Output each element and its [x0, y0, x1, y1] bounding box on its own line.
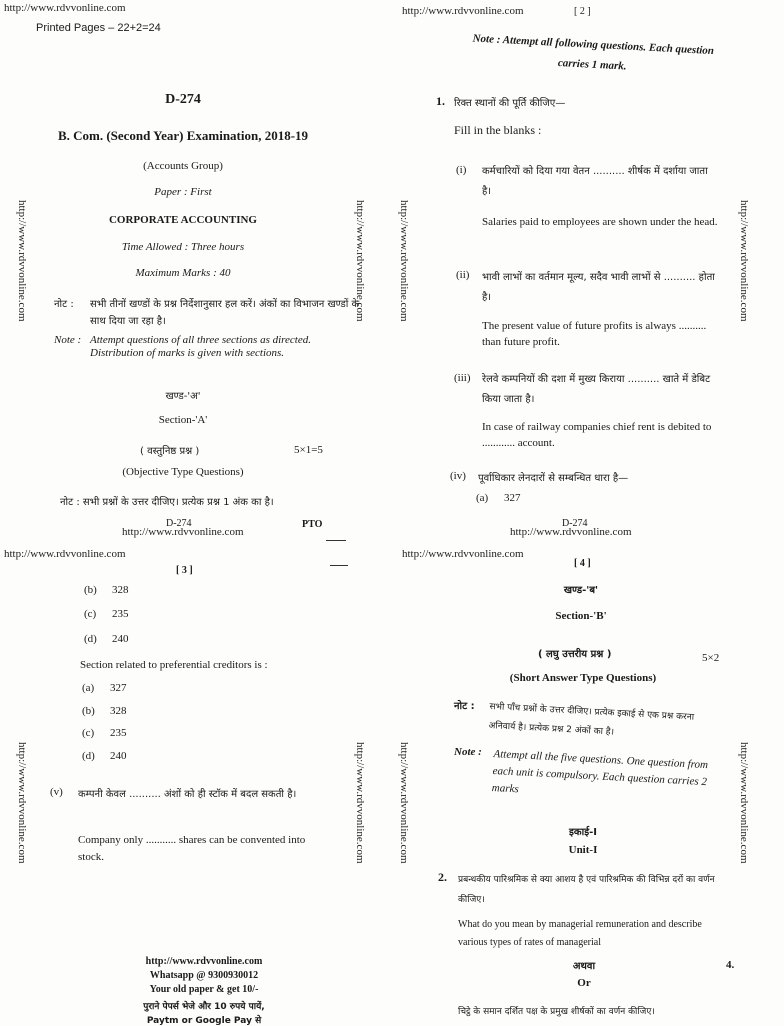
- q2-number: 2.: [438, 870, 447, 884]
- page-3: [0, 512, 384, 1024]
- note-hi-text: सभी पाँच प्रश्नों के उत्तर दीजिए। प्रत्येक इकाई से एक प्रश्न करना अनिवार्य है। प्रत्येक प्रश्न 2 अंकों का है।: [488, 701, 695, 738]
- section-b-hi: खण्ड-'ब': [563, 585, 599, 596]
- page-4: [384, 512, 768, 1024]
- objective-en: (Objective Type Questions): [122, 466, 244, 478]
- option-label: (b): [82, 705, 95, 717]
- site-url-header: http://www.rdvvonline.com: [4, 548, 126, 560]
- question-number-right: 4.: [726, 959, 735, 971]
- preferential-question: Section related to preferential creditors is :: [80, 659, 268, 671]
- q1-iv-a-value: 327: [504, 492, 521, 504]
- q2-hi: प्रबन्धकीय पारिश्रमिक से क्या आशय है एवं पारिश्रमिक की विभिन्न दरों का वर्णन कीजिए।: [458, 875, 715, 905]
- footer-code-2: D-274: [562, 518, 588, 529]
- option-label: (d): [82, 750, 95, 762]
- side-url-left: http://www.rdvvonline.com: [16, 742, 28, 864]
- option-label: (d): [84, 633, 97, 645]
- paper-code: D-274: [165, 92, 201, 107]
- note2-hi: नोट : सभी प्रश्नों के उत्तर दीजिए। प्रत्येक प्रश्न 1 अंक का है।: [60, 497, 274, 508]
- note-hi-label: नोट :: [54, 299, 74, 310]
- promo-hi: पुराने पेपर्स भेजे और 10 रुपये पायें,: [143, 1002, 265, 1012]
- q1-hi: रिक्त स्थानों की पूर्ति कीजिए—: [454, 98, 566, 109]
- paper-label: Paper : First: [154, 186, 212, 198]
- side-url-right: http://www.rdvvonline.com: [738, 742, 750, 864]
- option-label: (c): [82, 727, 95, 739]
- option-value: 328: [112, 584, 129, 596]
- option-value: 235: [112, 608, 129, 620]
- side-url-right: http://www.rdvvonline.com: [354, 742, 366, 864]
- q-v-en: Company only ........... shares can be convented into stock.: [78, 834, 306, 863]
- objective-hi: ( वस्तुनिष्ठ प्रश्न ): [140, 446, 200, 457]
- note-hi-label: नोट :: [454, 701, 475, 712]
- q1-ii-label: (ii): [456, 269, 470, 281]
- short-answer-en: (Short Answer Type Questions): [509, 672, 657, 684]
- q1-iv-label: (iv): [450, 470, 466, 482]
- q1-i-label: (i): [456, 164, 467, 176]
- note-en-label: Note :: [54, 334, 82, 346]
- side-url-left: http://www.rdvvonline.com: [16, 200, 28, 322]
- q-v-label: (v): [50, 786, 63, 798]
- note-p2: Note : Attempt all following questions. Each question carries 1 mark.: [472, 32, 715, 73]
- page-1: [0, 0, 384, 530]
- option-label: (a): [82, 682, 95, 694]
- page-number-4: [ 4 ]: [574, 558, 591, 569]
- subject-title: CORPORATE ACCOUNTING: [108, 214, 257, 226]
- q1-i-hi: कर्मचारियों को दिया गया वेतन .......... शीर्षक में दर्शाया जाता है।: [482, 166, 708, 197]
- maximum-marks: Maximum Marks : 40: [135, 267, 231, 279]
- site-url-mid-left: http://www.rdvvonline.com: [122, 526, 244, 538]
- q1-iii-en: In case of railway companies chief rent is debited to ............ account.: [482, 421, 712, 449]
- section-b-en: Section-'B': [555, 610, 607, 622]
- promo-url: http://www.rdvvonline.com: [145, 956, 263, 967]
- promo-offer: Your old paper & get 10/-: [149, 984, 259, 995]
- site-url-header: http://www.rdvvonline.com: [402, 548, 524, 560]
- promo-pay: Paytm or Google Pay से: [146, 1016, 262, 1026]
- q1-ii-hi: भावी लाभों का वर्तमान मूल्य, सदैव भावी लाभों से .......... होता है।: [482, 272, 715, 303]
- note-en-text: Attempt questions of all three sections as directed. Distribution of marks is given with sections.: [90, 334, 311, 359]
- or-hi: अथवा: [572, 961, 596, 972]
- marks-scheme-b: 5×2: [702, 652, 720, 664]
- unit-1-en: Unit-I: [568, 844, 598, 856]
- promo-whatsapp: Whatsapp @ 9300930012: [149, 970, 259, 981]
- printed-pages: Printed Pages – 22+2=24: [36, 22, 161, 34]
- section-a-hi: खण्ड-'अ': [165, 391, 201, 402]
- q2-en: What do you mean by managerial remuneration and describe various types of rates of managerial: [458, 919, 702, 948]
- option-value: 328: [110, 705, 127, 717]
- footer-code-1: D-274: [166, 518, 192, 529]
- q1-en: Fill in the blanks :: [454, 123, 542, 137]
- option-value: 235: [110, 727, 127, 739]
- exam-title: B. Com. (Second Year) Examination, 2018-19: [57, 128, 309, 143]
- option-value: 240: [112, 633, 129, 645]
- option-label: (c): [84, 608, 97, 620]
- q1-iv-a-label: (a): [476, 492, 489, 504]
- option-value: 240: [110, 750, 127, 762]
- short-answer-hi: ( लघु उत्तरीय प्रश्न ): [538, 649, 612, 660]
- q-v-hi: कम्पनी केवल .......... अंशों को ही स्टॉक में बदल सकती है।: [78, 789, 297, 800]
- marks-scheme-a: 5×1=5: [294, 444, 323, 456]
- time-allowed: Time Allowed : Three hours: [121, 241, 245, 253]
- side-url-left: http://www.rdvvonline.com: [398, 742, 410, 864]
- q1-i-en: Salaries paid to employees are shown under the head.: [482, 216, 718, 228]
- site-url-header: http://www.rdvvonline.com: [4, 2, 126, 14]
- note-en-label: Note :: [454, 746, 482, 758]
- page-2: [384, 0, 768, 529]
- q1-iv-hi: पूर्वाधिकार लेनदारों से सम्बन्धित धारा है—: [478, 473, 629, 484]
- site-url-mid-right: http://www.rdvvonline.com: [510, 526, 632, 538]
- section-a-en: Section-'A': [158, 414, 208, 426]
- page-number-3: [ 3 ]: [176, 565, 193, 576]
- site-url-header: http://www.rdvvonline.com: [402, 5, 524, 17]
- option-label: (b): [84, 584, 97, 596]
- note-hi-text: सभी तीनों खण्डों के प्रश्न निर्देशानुसार हल करें। अंकों का विभाजन खण्डों के साथ दिया जा रहा है।: [90, 299, 360, 327]
- group-label: (Accounts Group): [143, 160, 223, 172]
- q1-iii-label: (iii): [454, 372, 471, 384]
- q1-ii-en: The present value of future profits is always .......... than future profit.: [482, 320, 707, 348]
- side-url-right: http://www.rdvvonline.com: [738, 200, 750, 322]
- side-url-right: http://www.rdvvonline.com: [354, 200, 366, 322]
- q1-iii-hi: रेलवे कम्पनियों की दशा में मुख्य किराया .......... खाते में डेबिट किया जाता है।: [482, 374, 711, 405]
- side-url-left: http://www.rdvvonline.com: [398, 200, 410, 322]
- option-value: 327: [110, 682, 127, 694]
- note-en-text: Attempt all the five questions. One question from each unit is compulsory. Each question carries 2 marks: [491, 747, 709, 796]
- unit-1-hi: इकाई-I: [569, 827, 597, 838]
- pto-label: PTO: [302, 519, 323, 530]
- or-en: Or: [577, 977, 591, 989]
- q1-number: 1.: [436, 94, 445, 108]
- last-question-hi: चिट्ठे के समान दर्शित पक्ष के प्रमुख शीर्षकों का वर्णन कीजिए।: [458, 1007, 655, 1017]
- page-number-2: [ 2 ]: [574, 6, 591, 17]
